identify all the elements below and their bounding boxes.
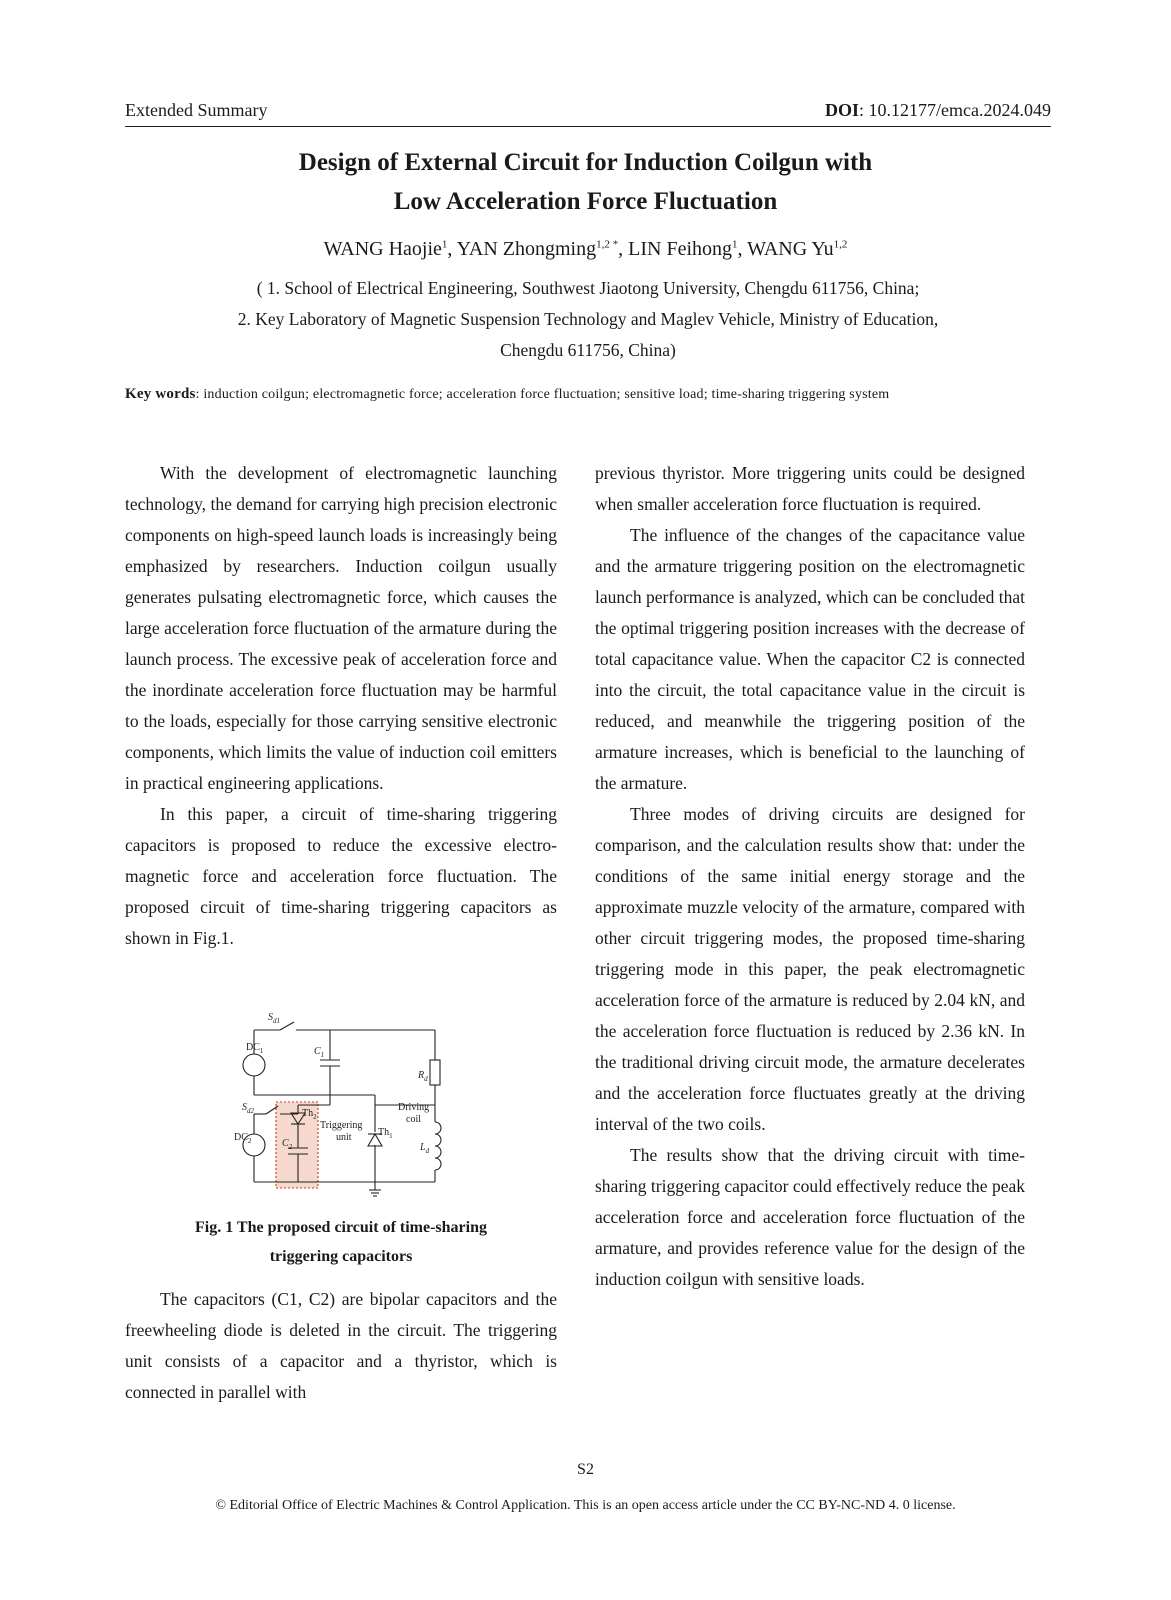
page-number: S2 bbox=[577, 1461, 594, 1478]
figure-caption bbox=[125, 1213, 557, 1271]
caption-line-1: Fig. 1 The proposed circuit of time-sharing bbox=[195, 1219, 487, 1236]
label-c1: $C_1$ bbox=[314, 1046, 325, 1059]
label-th1: $Th_1$ bbox=[378, 1127, 393, 1140]
affiliation-line: ( 1. School of Electrical Engineering, Southwest Jiaotong University, Chengdu 611756, China; bbox=[256, 278, 920, 298]
page-header bbox=[125, 100, 1051, 127]
body-paragraph: The capacitors (C1, C2) are bipolar capacitors and the freewheeling diode is deleted in the circuit. The triggering unit consists of a capacitor and a thyristor, which is connected in parallel with bbox=[125, 1289, 557, 1402]
license-footer: © Editorial Office of Electric Machines & Control Application. This is an open access article under the CC BY-NC-ND 4. 0 license. bbox=[215, 1498, 956, 1513]
section-label: Extended Summary bbox=[125, 100, 268, 120]
label-c2: $C_2$ bbox=[282, 1138, 293, 1151]
left-column-continued bbox=[125, 1284, 557, 1408]
author-name: WANG Yu bbox=[747, 238, 834, 260]
body-paragraph: With the development of electromagnetic launching technology, the demand for carrying high precision electronic components on high-speed launch loads is increasingly being emphasized by researchers. Induction coilgun usually generates pulsating electromagnetic force, which causes the large acceleration force fluctuation of the armature during the launch process. The excessive peak of acceleration force and the inordinate acceleration force fluctuation may be harmful to the loads, especially for those carrying sensitive electronic components, which limits the value of induction coil emitters in practical engineering applications. bbox=[125, 463, 557, 793]
author-name: YAN Zhongming bbox=[456, 238, 597, 260]
doi-label: DOI bbox=[825, 100, 860, 120]
label-triggering: Triggering bbox=[320, 1120, 363, 1131]
keywords-text: : induction coilgun; electromagnetic force; acceleration force fluctuation; sensitive load; time-sharing triggering system bbox=[195, 387, 890, 402]
affiliation-line: 2. Key Laboratory of Magnetic Suspension Technology and Maglev Vehicle, Ministry of Education, bbox=[237, 309, 939, 329]
label-sd1: $S_{d1}$ bbox=[268, 1012, 280, 1025]
author-affil-mark: 1 bbox=[441, 238, 448, 251]
author-name: LIN Feihong bbox=[628, 238, 733, 260]
keywords-label: Key words bbox=[125, 386, 196, 402]
title-line-1: Design of External Circuit for Induction Coilgun with bbox=[298, 149, 873, 176]
label-dc1: $DC_1$ bbox=[246, 1042, 264, 1055]
label-unit: unit bbox=[336, 1132, 352, 1143]
label-rd: $R_d$ bbox=[418, 1070, 428, 1083]
body-paragraph: The influence of the changes of the capacitance value and the armature triggering position on the electromagnetic launch performance is analyzed, which can be concluded that the optimal triggering position increases with the decrease of total capacitance value. When the capacitor C2 is connected into the circuit, the total capacitance value in the circuit is reduced, and meanwhile the triggering position of the armature increases, which is beneficial to the launching of the armature. bbox=[595, 525, 1026, 793]
body-paragraph: In this paper, a circuit of time-sharing triggering capacitors is proposed to reduce the excessive electro-magnetic force and acceleration force fluctuation. The proposed circuit of time-sharing triggering capacitors as shown in Fig.1. bbox=[125, 804, 557, 948]
circuit-diagram bbox=[230, 1010, 450, 1200]
affiliations bbox=[120, 273, 1056, 366]
label-coil: coil bbox=[406, 1114, 421, 1125]
circuit-figure bbox=[230, 1010, 450, 1200]
label-dc2: $DC_2$ bbox=[234, 1132, 252, 1145]
doi-value: : 10.12177/emca.2024.049 bbox=[859, 100, 1051, 120]
doi bbox=[825, 100, 1051, 121]
right-column bbox=[595, 458, 1025, 1295]
label-ld: $L_d$ bbox=[420, 1142, 430, 1155]
left-column bbox=[125, 458, 557, 954]
keywords bbox=[125, 380, 1051, 409]
author-name: WANG Haojie bbox=[323, 238, 442, 260]
label-sd2: $S_{d2}$ bbox=[242, 1102, 254, 1115]
label-th2: $Th_2$ bbox=[302, 1108, 317, 1121]
author-affil-mark: 1,2 * bbox=[596, 238, 619, 251]
caption-line-2: triggering capacitors bbox=[269, 1248, 413, 1265]
paper-title bbox=[0, 143, 1171, 221]
body-paragraph: Three modes of driving circuits are designed for comparison, and the calculation results show that: under the conditions of the same initial energy storage and the approximate muzzle velocity of the armature, compared with other circuit triggering modes, the proposed time-sharing triggering mode in this paper, the peak electromagnetic acceleration force of the armature is reduced by 2.04 kN, and the acceleration force fluctuation is reduced by 2.36 kN. In the traditional driving circuit mode, the armature decelerates and the acceleration force fluctuates greatly at the driving interval of the two coils. bbox=[595, 804, 1025, 1134]
label-driving: Driving bbox=[398, 1102, 430, 1113]
author-affil-mark: 1,2 bbox=[833, 238, 848, 251]
affiliation-line: Chengdu 611756, China) bbox=[500, 340, 676, 360]
body-paragraph: previous thyristor. More triggering units could be designed when smaller acceleration force fluctuation is required. bbox=[595, 463, 1025, 514]
title-line-2: Low Acceleration Force Fluctuation bbox=[393, 188, 778, 215]
author-list: WANG Haojie$^1$, YAN Zhongming$^{1,2 *}$, LIN Feihong$^1$, WANG Yu$^{1,2}$ bbox=[323, 238, 848, 260]
author-affil-mark: 1 bbox=[732, 238, 738, 251]
body-paragraph: The results show that the driving circuit with time-sharing triggering capacitor could effectively reduce the peak acceleration force and acceleration force fluctuation of the armature, and provides reference value for the design of the induction coilgun with sensitive loads. bbox=[595, 1145, 1025, 1289]
